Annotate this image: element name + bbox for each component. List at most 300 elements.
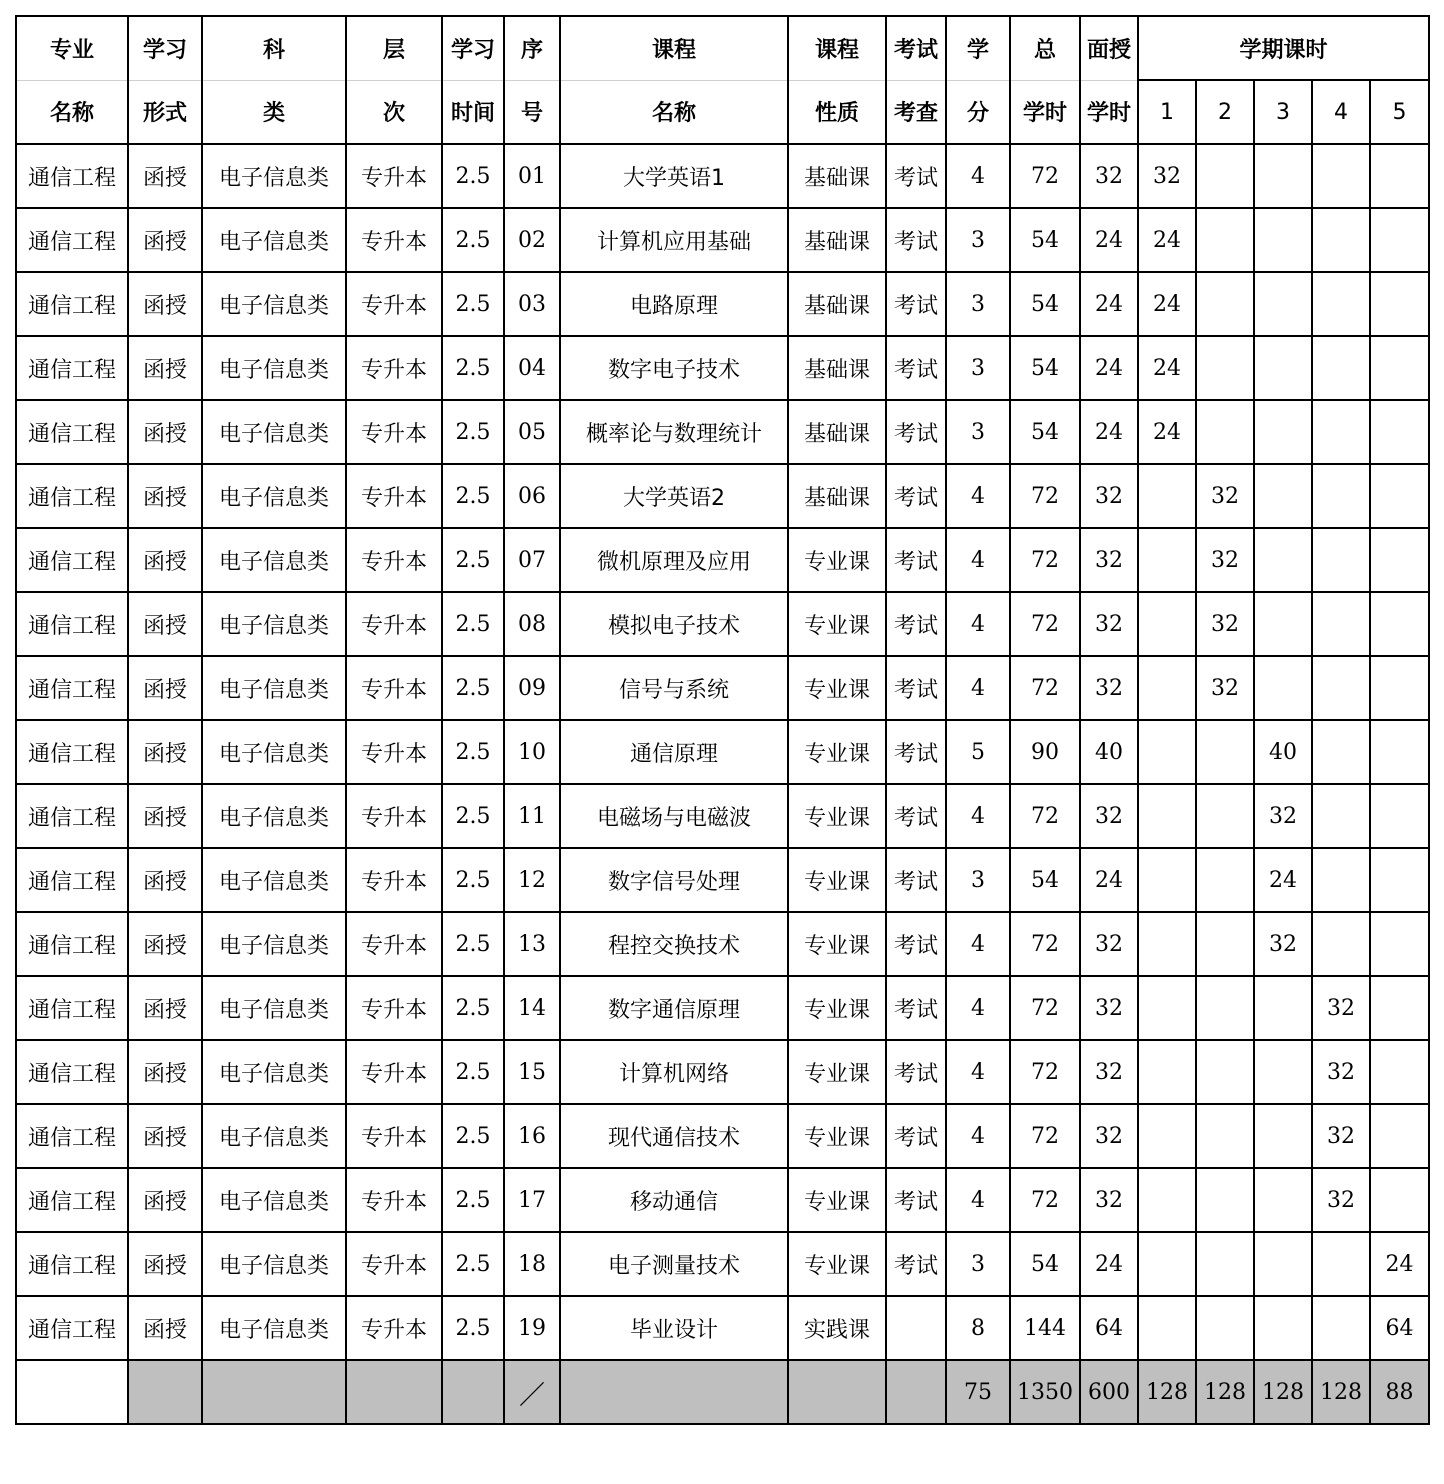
cell-level: 专升本	[346, 400, 442, 464]
cell-course: 程控交换技术	[560, 912, 788, 976]
summary-blank-cell	[560, 1360, 788, 1424]
cell-semester-5	[1370, 400, 1429, 464]
header-total-hours: 总	[1010, 16, 1080, 80]
cell-category: 电子信息类	[202, 1104, 346, 1168]
cell-semester-3	[1254, 144, 1312, 208]
cell-years: 2.5	[442, 1168, 504, 1232]
cell-level: 专升本	[346, 1296, 442, 1360]
cell-no: 11	[504, 784, 560, 848]
cell-form: 函授	[128, 464, 202, 528]
cell-ft-hours: 32	[1080, 976, 1138, 1040]
cell-ft-hours: 24	[1080, 400, 1138, 464]
cell-semester-1	[1138, 1296, 1196, 1360]
cell-semester-5	[1370, 912, 1429, 976]
cell-total-hours: 72	[1010, 1040, 1080, 1104]
cell-category: 电子信息类	[202, 784, 346, 848]
cell-exam: 考试	[886, 272, 946, 336]
header-exam-2: 考查	[886, 80, 946, 144]
cell-no: 03	[504, 272, 560, 336]
cell-semester-3	[1254, 464, 1312, 528]
cell-nature: 专业课	[788, 1232, 886, 1296]
table-row	[16, 1296, 1429, 1360]
cell-ft-hours: 32	[1080, 592, 1138, 656]
cell-semester-5	[1370, 1040, 1429, 1104]
cell-ft-hours: 32	[1080, 464, 1138, 528]
cell-years: 2.5	[442, 784, 504, 848]
cell-nature: 专业课	[788, 1040, 886, 1104]
cell-semester-5	[1370, 848, 1429, 912]
summary-label-cell	[16, 1360, 128, 1424]
cell-semester-2	[1196, 784, 1254, 848]
cell-nature: 基础课	[788, 400, 886, 464]
table-row	[16, 976, 1429, 1040]
cell-semester-4	[1312, 1296, 1370, 1360]
cell-category: 电子信息类	[202, 336, 346, 400]
summary-blank-cell	[788, 1360, 886, 1424]
cell-credit: 4	[946, 656, 1010, 720]
cell-years: 2.5	[442, 1232, 504, 1296]
header-level: 层	[346, 16, 442, 80]
cell-form: 函授	[128, 720, 202, 784]
cell-no: 01	[504, 144, 560, 208]
cell-credit: 3	[946, 272, 1010, 336]
cell-course: 移动通信	[560, 1168, 788, 1232]
cell-semester-2	[1196, 208, 1254, 272]
table-row	[16, 848, 1429, 912]
cell-no: 12	[504, 848, 560, 912]
cell-semester-2	[1196, 272, 1254, 336]
header-credit: 学	[946, 16, 1010, 80]
cell-total-hours: 72	[1010, 656, 1080, 720]
cell-total-hours: 72	[1010, 464, 1080, 528]
cell-major: 通信工程	[16, 464, 128, 528]
summary-row	[16, 1360, 1429, 1424]
cell-category: 电子信息类	[202, 720, 346, 784]
summary-blank-cell	[128, 1360, 202, 1424]
cell-semester-4: 32	[1312, 976, 1370, 1040]
cell-form: 函授	[128, 784, 202, 848]
cell-years: 2.5	[442, 464, 504, 528]
table-row	[16, 592, 1429, 656]
cell-exam: 考试	[886, 848, 946, 912]
cell-major: 通信工程	[16, 336, 128, 400]
cell-credit: 4	[946, 1168, 1010, 1232]
header-years: 学习	[442, 16, 504, 80]
header-form-2: 形式	[128, 80, 202, 144]
cell-semester-4: 32	[1312, 1168, 1370, 1232]
cell-course: 大学英语2	[560, 464, 788, 528]
cell-form: 函授	[128, 528, 202, 592]
cell-level: 专升本	[346, 272, 442, 336]
cell-semester-4: 32	[1312, 1104, 1370, 1168]
cell-ft-hours: 24	[1080, 208, 1138, 272]
cell-exam: 考试	[886, 528, 946, 592]
cell-semester-5	[1370, 656, 1429, 720]
cell-category: 电子信息类	[202, 976, 346, 1040]
cell-no: 07	[504, 528, 560, 592]
cell-semester-5	[1370, 784, 1429, 848]
cell-years: 2.5	[442, 144, 504, 208]
cell-course: 电磁场与电磁波	[560, 784, 788, 848]
cell-semester-2	[1196, 912, 1254, 976]
cell-ft-hours: 24	[1080, 336, 1138, 400]
cell-category: 电子信息类	[202, 208, 346, 272]
cell-years: 2.5	[442, 272, 504, 336]
cell-ft-hours: 40	[1080, 720, 1138, 784]
cell-major: 通信工程	[16, 720, 128, 784]
cell-years: 2.5	[442, 720, 504, 784]
cell-semester-3	[1254, 592, 1312, 656]
cell-ft-hours: 32	[1080, 1168, 1138, 1232]
header-semester-4: 4	[1312, 80, 1370, 144]
cell-exam	[886, 1296, 946, 1360]
cell-total-hours: 54	[1010, 848, 1080, 912]
cell-semester-1: 24	[1138, 208, 1196, 272]
cell-level: 专升本	[346, 336, 442, 400]
cell-exam: 考试	[886, 1232, 946, 1296]
summary-total-hours: 1350	[1010, 1360, 1080, 1424]
cell-semester-4	[1312, 912, 1370, 976]
header-category: 科	[202, 16, 346, 80]
cell-no: 06	[504, 464, 560, 528]
summary-semester-4: 128	[1312, 1360, 1370, 1424]
cell-semester-5: 64	[1370, 1296, 1429, 1360]
header-form: 学习	[128, 16, 202, 80]
cell-exam: 考试	[886, 336, 946, 400]
header-semester-3: 3	[1254, 80, 1312, 144]
cell-semester-3	[1254, 208, 1312, 272]
cell-major: 通信工程	[16, 1104, 128, 1168]
summary-slash-cell	[504, 1360, 560, 1424]
cell-semester-3	[1254, 656, 1312, 720]
cell-exam: 考试	[886, 464, 946, 528]
cell-nature: 专业课	[788, 912, 886, 976]
header-category-2: 类	[202, 80, 346, 144]
cell-credit: 3	[946, 1232, 1010, 1296]
cell-course: 大学英语1	[560, 144, 788, 208]
cell-nature: 专业课	[788, 720, 886, 784]
cell-semester-5	[1370, 976, 1429, 1040]
table-row	[16, 272, 1429, 336]
cell-level: 专升本	[346, 976, 442, 1040]
header-level-2: 次	[346, 80, 442, 144]
cell-major: 通信工程	[16, 912, 128, 976]
cell-form: 函授	[128, 208, 202, 272]
cell-credit: 4	[946, 144, 1010, 208]
cell-major: 通信工程	[16, 528, 128, 592]
cell-category: 电子信息类	[202, 400, 346, 464]
cell-exam: 考试	[886, 1040, 946, 1104]
cell-exam: 考试	[886, 784, 946, 848]
summary-semester-5: 88	[1370, 1360, 1429, 1424]
header-exam: 考试	[886, 16, 946, 80]
cell-category: 电子信息类	[202, 272, 346, 336]
cell-level: 专升本	[346, 464, 442, 528]
cell-no: 13	[504, 912, 560, 976]
cell-nature: 专业课	[788, 656, 886, 720]
cell-semester-4	[1312, 144, 1370, 208]
cell-semester-2	[1196, 1168, 1254, 1232]
cell-exam: 考试	[886, 592, 946, 656]
cell-total-hours: 72	[1010, 528, 1080, 592]
cell-nature: 基础课	[788, 272, 886, 336]
cell-semester-3	[1254, 1296, 1312, 1360]
cell-semester-5	[1370, 336, 1429, 400]
cell-course: 模拟电子技术	[560, 592, 788, 656]
cell-semester-1	[1138, 1168, 1196, 1232]
cell-semester-1	[1138, 848, 1196, 912]
cell-semester-4	[1312, 656, 1370, 720]
cell-semester-4	[1312, 400, 1370, 464]
diagonal-slash-icon	[505, 1361, 559, 1423]
cell-major: 通信工程	[16, 1232, 128, 1296]
cell-total-hours: 54	[1010, 400, 1080, 464]
cell-ft-hours: 32	[1080, 1040, 1138, 1104]
cell-major: 通信工程	[16, 976, 128, 1040]
table-row	[16, 1104, 1429, 1168]
cell-total-hours: 54	[1010, 272, 1080, 336]
cell-credit: 4	[946, 592, 1010, 656]
table-row	[16, 1040, 1429, 1104]
cell-category: 电子信息类	[202, 144, 346, 208]
cell-no: 16	[504, 1104, 560, 1168]
cell-nature: 专业课	[788, 848, 886, 912]
cell-semester-1	[1138, 976, 1196, 1040]
header-semester-2: 2	[1196, 80, 1254, 144]
cell-ft-hours: 64	[1080, 1296, 1138, 1360]
table-row	[16, 528, 1429, 592]
cell-years: 2.5	[442, 528, 504, 592]
cell-total-hours: 90	[1010, 720, 1080, 784]
cell-semester-1	[1138, 1104, 1196, 1168]
summary-semester-2: 128	[1196, 1360, 1254, 1424]
table-row	[16, 1232, 1429, 1296]
cell-form: 函授	[128, 656, 202, 720]
table-row	[16, 464, 1429, 528]
cell-course: 微机原理及应用	[560, 528, 788, 592]
cell-no: 17	[504, 1168, 560, 1232]
cell-course: 电路原理	[560, 272, 788, 336]
cell-semester-4	[1312, 784, 1370, 848]
summary-blank-cell	[442, 1360, 504, 1424]
cell-exam: 考试	[886, 1168, 946, 1232]
cell-nature: 专业课	[788, 528, 886, 592]
cell-years: 2.5	[442, 1040, 504, 1104]
cell-semester-1	[1138, 592, 1196, 656]
table-row	[16, 656, 1429, 720]
cell-semester-5: 24	[1370, 1232, 1429, 1296]
cell-semester-2	[1196, 1232, 1254, 1296]
cell-course: 计算机应用基础	[560, 208, 788, 272]
header-years-2: 时间	[442, 80, 504, 144]
cell-nature: 基础课	[788, 144, 886, 208]
cell-years: 2.5	[442, 976, 504, 1040]
header-major: 专业	[16, 16, 128, 80]
cell-form: 函授	[128, 1232, 202, 1296]
cell-semester-1	[1138, 1232, 1196, 1296]
cell-nature: 专业课	[788, 1168, 886, 1232]
cell-total-hours: 54	[1010, 1232, 1080, 1296]
header-nature-2: 性质	[788, 80, 886, 144]
header-total-hours-2: 学时	[1010, 80, 1080, 144]
cell-years: 2.5	[442, 848, 504, 912]
cell-semester-2	[1196, 336, 1254, 400]
cell-semester-2	[1196, 1040, 1254, 1104]
cell-semester-1	[1138, 464, 1196, 528]
cell-total-hours: 72	[1010, 912, 1080, 976]
cell-years: 2.5	[442, 336, 504, 400]
cell-semester-3	[1254, 1168, 1312, 1232]
header-row-1	[16, 16, 1429, 80]
cell-years: 2.5	[442, 208, 504, 272]
cell-credit: 4	[946, 784, 1010, 848]
cell-total-hours: 54	[1010, 208, 1080, 272]
course-rows	[16, 144, 1429, 1360]
cell-major: 通信工程	[16, 208, 128, 272]
cell-years: 2.5	[442, 656, 504, 720]
table-row	[16, 720, 1429, 784]
cell-semester-5	[1370, 1104, 1429, 1168]
cell-exam: 考试	[886, 656, 946, 720]
cell-semester-5	[1370, 144, 1429, 208]
cell-level: 专升本	[346, 528, 442, 592]
cell-level: 专升本	[346, 208, 442, 272]
cell-level: 专升本	[346, 656, 442, 720]
cell-semester-3	[1254, 528, 1312, 592]
summary-credit: 75	[946, 1360, 1010, 1424]
cell-course: 电子测量技术	[560, 1232, 788, 1296]
cell-ft-hours: 32	[1080, 784, 1138, 848]
cell-semester-1	[1138, 656, 1196, 720]
cell-years: 2.5	[442, 592, 504, 656]
cell-total-hours: 72	[1010, 592, 1080, 656]
cell-level: 专升本	[346, 1040, 442, 1104]
cell-category: 电子信息类	[202, 848, 346, 912]
cell-exam: 考试	[886, 208, 946, 272]
cell-semester-5	[1370, 464, 1429, 528]
cell-semester-1	[1138, 528, 1196, 592]
cell-course: 数字信号处理	[560, 848, 788, 912]
cell-ft-hours: 32	[1080, 528, 1138, 592]
cell-semester-4	[1312, 592, 1370, 656]
header-major-2: 名称	[16, 80, 128, 144]
cell-nature: 专业课	[788, 1104, 886, 1168]
header-course: 课程	[560, 16, 788, 80]
cell-credit: 3	[946, 336, 1010, 400]
cell-semester-5	[1370, 272, 1429, 336]
cell-category: 电子信息类	[202, 656, 346, 720]
summary-semester-3: 128	[1254, 1360, 1312, 1424]
cell-semester-1	[1138, 720, 1196, 784]
cell-years: 2.5	[442, 400, 504, 464]
cell-level: 专升本	[346, 912, 442, 976]
cell-form: 函授	[128, 1104, 202, 1168]
cell-credit: 4	[946, 912, 1010, 976]
cell-total-hours: 144	[1010, 1296, 1080, 1360]
cell-course: 数字电子技术	[560, 336, 788, 400]
cell-semester-3: 40	[1254, 720, 1312, 784]
cell-form: 函授	[128, 272, 202, 336]
cell-semester-4: 32	[1312, 1040, 1370, 1104]
cell-exam: 考试	[886, 400, 946, 464]
cell-semester-2	[1196, 976, 1254, 1040]
cell-years: 2.5	[442, 1296, 504, 1360]
table-row	[16, 784, 1429, 848]
cell-course: 现代通信技术	[560, 1104, 788, 1168]
cell-semester-4	[1312, 528, 1370, 592]
header-credit-2: 分	[946, 80, 1010, 144]
cell-form: 函授	[128, 912, 202, 976]
cell-semester-2	[1196, 848, 1254, 912]
cell-nature: 专业课	[788, 784, 886, 848]
cell-semester-2	[1196, 144, 1254, 208]
cell-nature: 基础课	[788, 336, 886, 400]
cell-total-hours: 72	[1010, 976, 1080, 1040]
cell-semester-3	[1254, 976, 1312, 1040]
cell-no: 08	[504, 592, 560, 656]
cell-no: 19	[504, 1296, 560, 1360]
header-no: 序	[504, 16, 560, 80]
cell-form: 函授	[128, 336, 202, 400]
cell-exam: 考试	[886, 720, 946, 784]
cell-major: 通信工程	[16, 144, 128, 208]
cell-ft-hours: 32	[1080, 1104, 1138, 1168]
header-course-2: 名称	[560, 80, 788, 144]
cell-credit: 4	[946, 464, 1010, 528]
cell-exam: 考试	[886, 144, 946, 208]
cell-ft-hours: 24	[1080, 272, 1138, 336]
cell-total-hours: 72	[1010, 144, 1080, 208]
header-semester-5: 5	[1370, 80, 1429, 144]
header-no-2: 号	[504, 80, 560, 144]
cell-major: 通信工程	[16, 1040, 128, 1104]
cell-major: 通信工程	[16, 784, 128, 848]
cell-semester-3: 24	[1254, 848, 1312, 912]
cell-category: 电子信息类	[202, 528, 346, 592]
cell-semester-1	[1138, 1040, 1196, 1104]
cell-course: 概率论与数理统计	[560, 400, 788, 464]
cell-level: 专升本	[346, 848, 442, 912]
cell-credit: 3	[946, 400, 1010, 464]
cell-semester-3	[1254, 272, 1312, 336]
cell-major: 通信工程	[16, 1168, 128, 1232]
cell-semester-1	[1138, 912, 1196, 976]
cell-level: 专升本	[346, 592, 442, 656]
table-row	[16, 144, 1429, 208]
cell-total-hours: 72	[1010, 784, 1080, 848]
cell-form: 函授	[128, 848, 202, 912]
cell-semester-5	[1370, 720, 1429, 784]
cell-course: 计算机网络	[560, 1040, 788, 1104]
cell-form: 函授	[128, 592, 202, 656]
cell-semester-5	[1370, 208, 1429, 272]
cell-major: 通信工程	[16, 848, 128, 912]
cell-major: 通信工程	[16, 272, 128, 336]
cell-semester-2: 32	[1196, 464, 1254, 528]
cell-semester-5	[1370, 1168, 1429, 1232]
header-row-2	[16, 80, 1429, 144]
cell-no: 10	[504, 720, 560, 784]
cell-semester-5	[1370, 528, 1429, 592]
cell-no: 05	[504, 400, 560, 464]
summary-blank-cell	[886, 1360, 946, 1424]
cell-credit: 4	[946, 528, 1010, 592]
cell-no: 02	[504, 208, 560, 272]
cell-semester-2	[1196, 720, 1254, 784]
cell-category: 电子信息类	[202, 592, 346, 656]
cell-ft-hours: 24	[1080, 848, 1138, 912]
cell-semester-4	[1312, 720, 1370, 784]
